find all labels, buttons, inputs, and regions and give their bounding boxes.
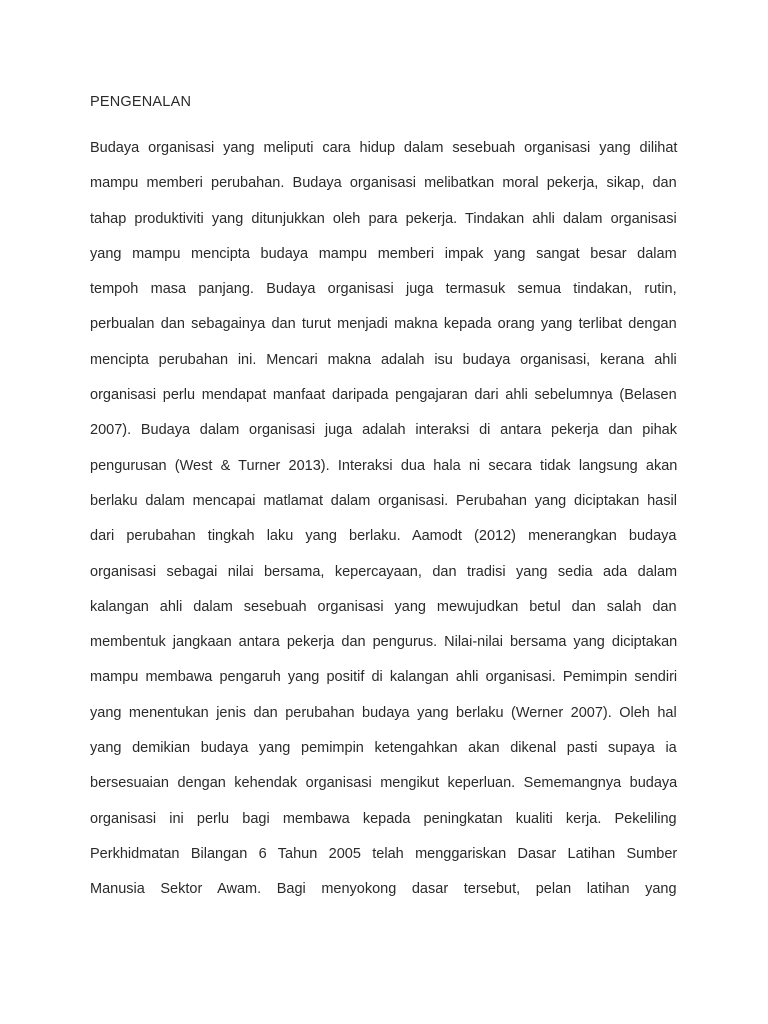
paragraph-line: yang menentukan jenis dan perubahan budaya yang berlaku (Werner 2007). Oleh hal [90, 704, 677, 721]
paragraph-line: Manusia Sektor Awam. Bagi menyokong dasar tersebut, pelan latihan yang [90, 881, 677, 898]
paragraph-line: pengurusan (West & Turner 2013). Interaksi dua hala ni secara tidak langsung akan [90, 457, 678, 474]
paragraph-line: tahap produktiviti yang ditunjukkan oleh para pekerja. Tindakan ahli dalam organisasi [90, 210, 677, 227]
paragraph-line: mampu membawa pengaruh yang positif di kalangan ahli organisasi. Pemimpin sendiri [90, 669, 678, 686]
paragraph-line: bersesuaian dengan kehendak organisasi mengikut keperluan. Sememangnya budaya [90, 775, 678, 792]
section-heading: PENGENALAN [90, 94, 192, 110]
paragraph-line: tempoh masa panjang. Budaya organisasi juga termasuk semua tindakan, rutin, [90, 281, 677, 298]
paragraph-line: mencipta perubahan ini. Mencari makna adalah isu budaya organisasi, kerana ahli [90, 351, 677, 368]
body-paragraph [90, 138, 677, 915]
paragraph-line: organisasi sebagai nilai bersama, kepercayaan, dan tradisi yang sedia ada dalam [90, 563, 678, 580]
paragraph-line: membentuk jangkaan antara pekerja dan pengurus. Nilai-nilai bersama yang diciptakan [90, 634, 678, 651]
paragraph-line: 2007). Budaya dalam organisasi juga adalah interaksi di antara pekerja dan pihak [90, 422, 677, 439]
paragraph-line: yang demikian budaya yang pemimpin ketengahkan akan dikenal pasti supaya ia [90, 740, 677, 757]
paragraph-line: yang mampu mencipta budaya mampu memberi impak yang sangat besar dalam [90, 245, 677, 262]
paragraph-line: dari perubahan tingkah laku yang berlaku. Aamodt (2012) menerangkan budaya [90, 528, 677, 545]
paragraph-line: Perkhidmatan Bilangan 6 Tahun 2005 telah menggariskan Dasar Latihan Sumber [90, 845, 678, 862]
paragraph-line: mampu memberi perubahan. Budaya organisasi melibatkan moral pekerja, sikap, dan [90, 175, 677, 192]
paragraph-line: berlaku dalam mencapai matlamat dalam organisasi. Perubahan yang diciptakan hasil [90, 492, 677, 509]
paragraph-line: Budaya organisasi yang meliputi cara hidup dalam sesebuah organisasi yang dilihat [90, 140, 678, 156]
paragraph-line: organisasi perlu mendapat manfaat daripada pengajaran dari ahli sebelumnya (Belasen [90, 387, 677, 404]
paragraph-line: kalangan ahli dalam sesebuah organisasi yang mewujudkan betul dan salah dan [90, 598, 677, 615]
paragraph-line: organisasi ini perlu bagi membawa kepada peningkatan kualiti kerja. Pekeliling [90, 810, 677, 827]
paragraph-line: perbualan dan sebagainya dan turut menjadi makna kepada orang yang terlibat dengan [90, 316, 677, 333]
